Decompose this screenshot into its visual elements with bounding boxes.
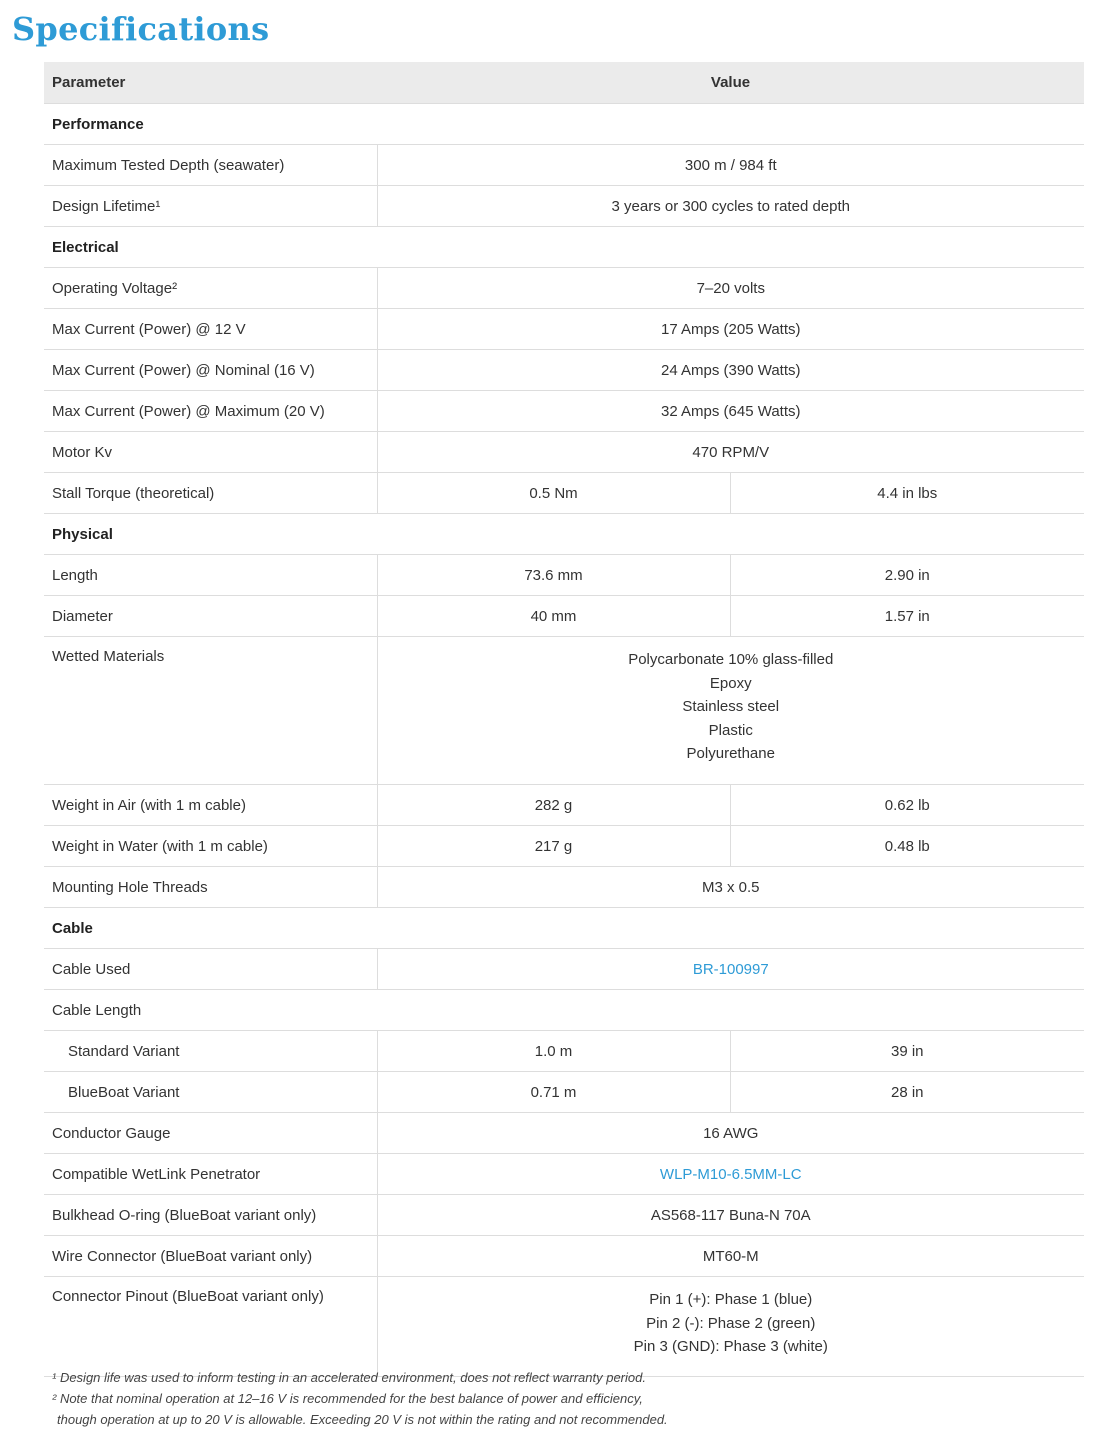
section-row-physical — [44, 514, 1084, 555]
list-item: Polyurethane — [686, 745, 775, 763]
param-label: Stall Torque (theoretical) — [44, 473, 377, 514]
pinout-list — [377, 1277, 1084, 1377]
table-row — [44, 1113, 1084, 1154]
section-label: Physical — [44, 514, 1084, 555]
param-value: 17 Amps (205 Watts) — [377, 309, 1084, 350]
param-value-metric: 73.6 mm — [377, 555, 730, 596]
specifications-table — [44, 62, 1084, 1377]
table-row — [44, 1236, 1084, 1277]
param-label: Design Lifetime¹ — [44, 186, 377, 227]
param-value: 32 Amps (645 Watts) — [377, 391, 1084, 432]
param-value-imperial: 4.4 in lbs — [730, 473, 1084, 514]
section-row-electrical — [44, 227, 1084, 268]
param-value: 16 AWG — [377, 1113, 1084, 1154]
param-value: 24 Amps (390 Watts) — [377, 350, 1084, 391]
table-row — [44, 473, 1084, 514]
param-value: 470 RPM/V — [377, 432, 1084, 473]
param-value-metric: 0.71 m — [377, 1072, 730, 1113]
param-label: Max Current (Power) @ 12 V — [44, 309, 377, 350]
penetrator-link[interactable]: WLP-M10-6.5MM-LC — [659, 1165, 802, 1183]
param-label: Cable Length — [44, 990, 1084, 1031]
param-label: Weight in Water (with 1 m cable) — [44, 826, 377, 867]
param-label: Mounting Hole Threads — [44, 867, 377, 908]
table-row — [44, 1031, 1084, 1072]
param-label: Connector Pinout (BlueBoat variant only) — [44, 1277, 377, 1377]
section-label: Electrical — [44, 227, 1084, 268]
param-value — [377, 949, 1084, 990]
param-label: Maximum Tested Depth (seawater) — [44, 145, 377, 186]
table-row — [44, 1195, 1084, 1236]
table-row — [44, 1072, 1084, 1113]
param-value: 3 years or 300 cycles to rated depth — [377, 186, 1084, 227]
section-label: Cable — [44, 908, 1084, 949]
param-label: Standard Variant — [44, 1031, 377, 1072]
table-row — [44, 785, 1084, 826]
header-value: Value — [377, 62, 1084, 104]
param-label: Cable Used — [44, 949, 377, 990]
footnotes — [52, 1367, 668, 1430]
table-row — [44, 555, 1084, 596]
wetted-materials-list — [377, 637, 1084, 785]
table-row — [44, 1154, 1084, 1195]
param-value-imperial: 0.48 lb — [730, 826, 1084, 867]
param-label: Bulkhead O-ring (BlueBoat variant only) — [44, 1195, 377, 1236]
param-label: Diameter — [44, 596, 377, 637]
param-value-metric: 217 g — [377, 826, 730, 867]
param-label: Wire Connector (BlueBoat variant only) — [44, 1236, 377, 1277]
table-row — [44, 867, 1084, 908]
cable-used-link[interactable]: BR-100997 — [692, 960, 769, 978]
section-row-cable — [44, 908, 1084, 949]
param-label: Motor Kv — [44, 432, 377, 473]
param-value-metric: 1.0 m — [377, 1031, 730, 1072]
table-row — [44, 596, 1084, 637]
section-label: Performance — [44, 104, 1084, 145]
table-row — [44, 949, 1084, 990]
param-value-imperial: 1.57 in — [730, 596, 1084, 637]
footnote-2: ² Note that nominal operation at 12–16 V is recommended for the best balance of power and efficiency, — [52, 1391, 643, 1406]
table-header-row — [44, 62, 1084, 104]
table-row — [44, 268, 1084, 309]
param-value: 7–20 volts — [377, 268, 1084, 309]
list-item: Pin 1 (+): Phase 1 (blue) — [649, 1291, 813, 1308]
table-row — [44, 826, 1084, 867]
param-label: Weight in Air (with 1 m cable) — [44, 785, 377, 826]
table-row — [44, 432, 1084, 473]
list-item: Pin 3 (GND): Phase 3 (white) — [633, 1338, 828, 1356]
param-value: MT60-M — [377, 1236, 1084, 1277]
table-row — [44, 990, 1084, 1031]
param-label: BlueBoat Variant — [44, 1072, 377, 1113]
param-value-imperial: 39 in — [730, 1031, 1084, 1072]
table-row — [44, 186, 1084, 227]
param-value-imperial: 0.62 lb — [730, 785, 1084, 826]
list-item: Stainless steel — [682, 698, 780, 716]
table-row — [44, 637, 1084, 785]
list-item: Polycarbonate 10% glass-filled — [628, 651, 834, 668]
param-value: M3 x 0.5 — [377, 867, 1084, 908]
list-item: Pin 2 (-): Phase 2 (green) — [646, 1314, 816, 1332]
param-label: Conductor Gauge — [44, 1113, 377, 1154]
header-parameter: Parameter — [44, 62, 377, 104]
table-row — [44, 309, 1084, 350]
footnote-2-continued: though operation at up to 20 V is allowable. Exceeding 20 V is not within the rating and not recommended. — [57, 1412, 668, 1427]
list-item: Plastic — [708, 721, 753, 739]
param-value-imperial: 28 in — [730, 1072, 1084, 1113]
section-row-performance — [44, 104, 1084, 145]
param-label: Wetted Materials — [44, 637, 377, 785]
param-value — [377, 1154, 1084, 1195]
footnote-1: ¹ Design life was used to inform testing in an accelerated environment, does not reflect warranty period. — [52, 1370, 646, 1385]
param-label: Max Current (Power) @ Nominal (16 V) — [44, 350, 377, 391]
param-label: Compatible WetLink Penetrator — [44, 1154, 377, 1195]
param-value-metric: 40 mm — [377, 596, 730, 637]
param-label: Length — [44, 555, 377, 596]
table-row — [44, 1277, 1084, 1377]
param-value: 300 m / 984 ft — [377, 145, 1084, 186]
param-label: Operating Voltage² — [44, 268, 377, 309]
param-value-metric: 282 g — [377, 785, 730, 826]
table-row — [44, 391, 1084, 432]
param-value: AS568-117 Buna-N 70A — [377, 1195, 1084, 1236]
param-value-imperial: 2.90 in — [730, 555, 1084, 596]
param-label: Max Current (Power) @ Maximum (20 V) — [44, 391, 377, 432]
page-title: Specifications — [12, 10, 270, 48]
table-row — [44, 350, 1084, 391]
param-value-metric: 0.5 Nm — [377, 473, 730, 514]
list-item: Epoxy — [709, 674, 752, 692]
table-row — [44, 145, 1084, 186]
